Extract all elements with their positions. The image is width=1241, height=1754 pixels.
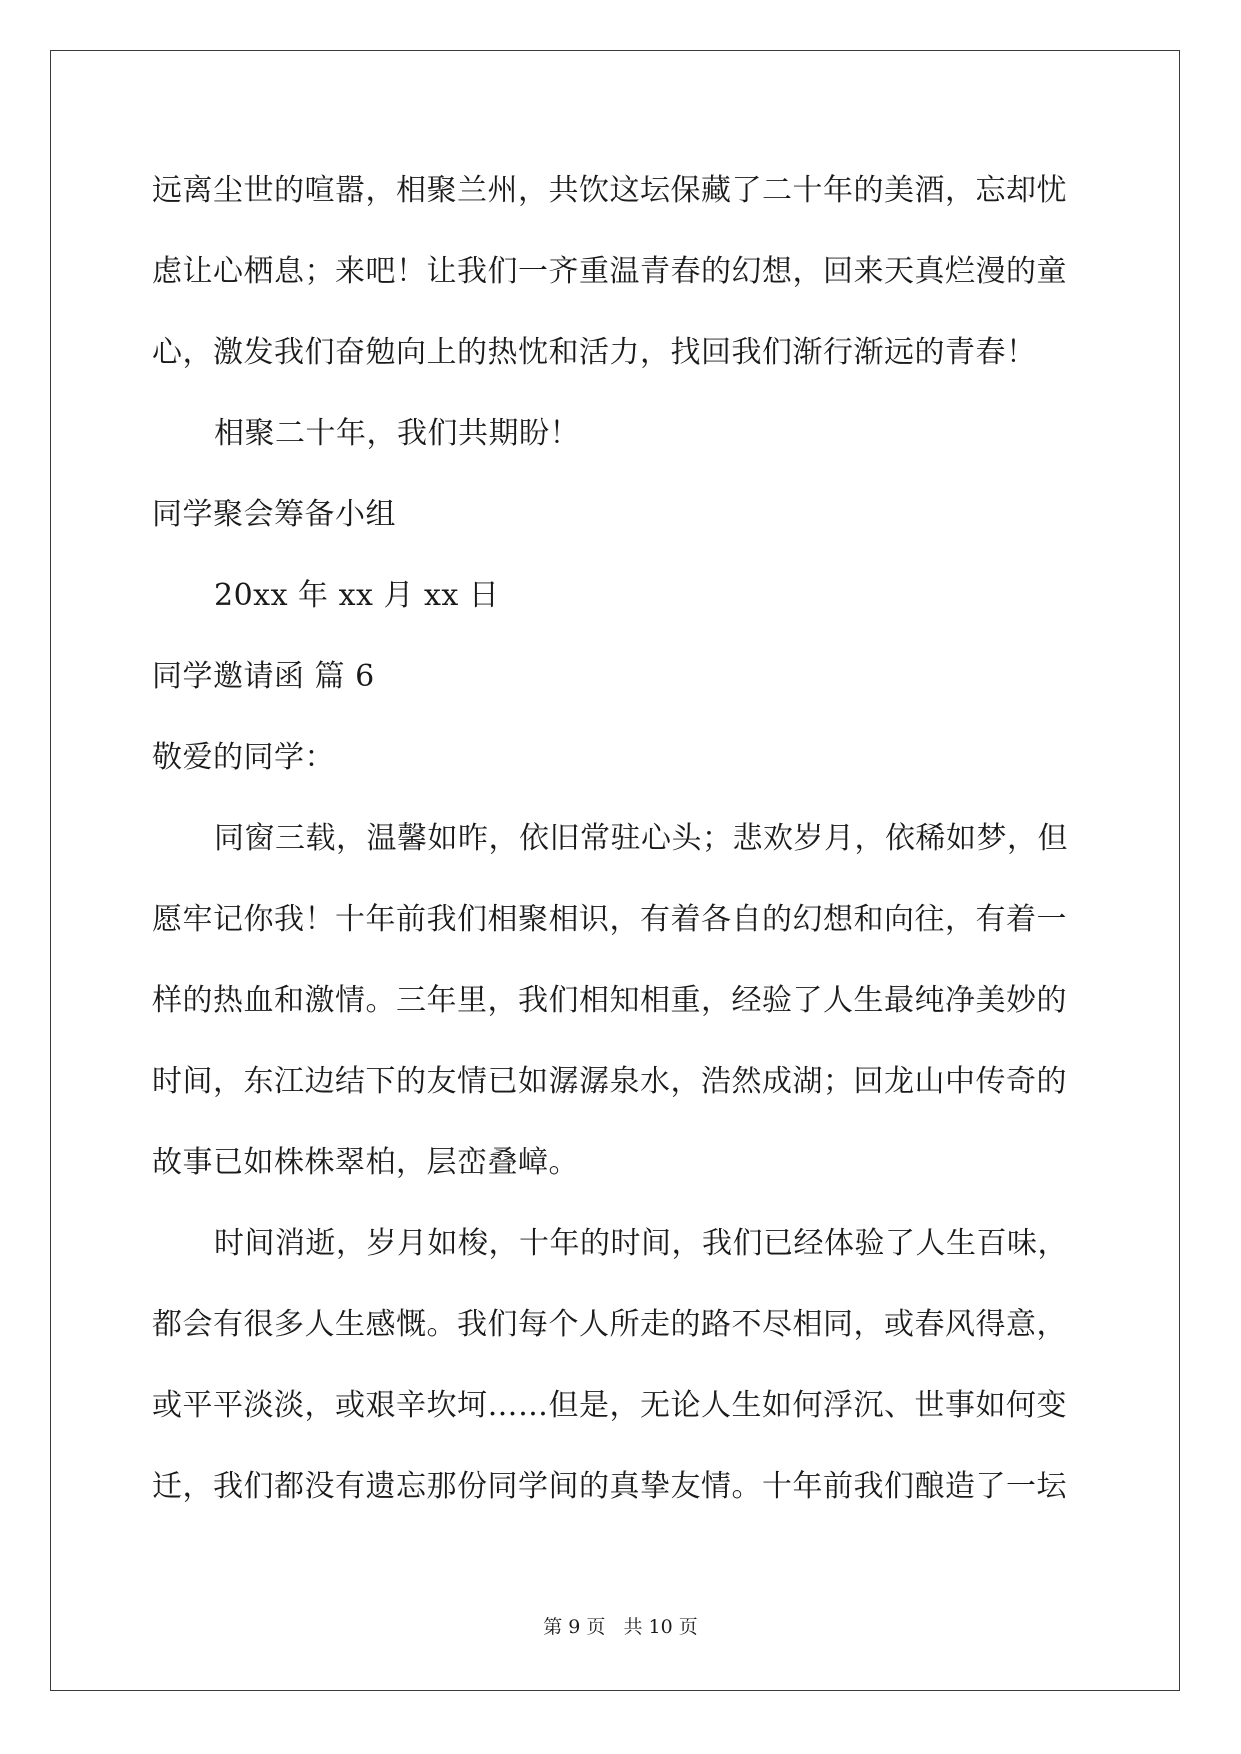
body-line: 都会有很多人生感慨。我们每个人所走的路不尽相同，或春风得意， bbox=[152, 1307, 1067, 1342]
body-line: 或平平淡淡，或艰辛坎坷……但是，无论人生如何浮沉、世事如何变 bbox=[152, 1388, 1067, 1423]
document-body bbox=[152, 150, 1082, 1527]
body-line: 时间，东江边结下的友情已如潺潺泉水，浩然成湖；回龙山中传奇的 bbox=[152, 1064, 1067, 1099]
signature-date: 20xx 年 xx 月 xx 日 bbox=[214, 578, 500, 613]
body-line: 时间消逝，岁月如梭，十年的时间，我们已经体验了人生百味， bbox=[214, 1226, 1068, 1261]
body-line: 同窗三载，温馨如昨，依旧常驻心头；悲欢岁月，依稀如梦，但 bbox=[214, 821, 1068, 856]
closing-line: 相聚二十年，我们共期盼！ bbox=[214, 416, 580, 451]
signature-organizer: 同学聚会筹备小组 bbox=[152, 497, 396, 532]
body-line: 心，激发我们奋勉向上的热忱和活力，找回我们渐行渐远的青春！ bbox=[152, 335, 1037, 370]
body-line: 迁，我们都没有遗忘那份同学间的真挚友情。十年前我们酿造了一坛 bbox=[152, 1469, 1067, 1504]
body-line: 远离尘世的喧嚣，相聚兰州，共饮这坛保藏了二十年的美酒，忘却忧 bbox=[152, 173, 1067, 208]
page-number: 第 9 页 bbox=[543, 1616, 606, 1638]
page-footer bbox=[0, 1612, 1241, 1639]
body-line: 虑让心栖息；来吧！让我们一齐重温青春的幻想，回来天真烂漫的童 bbox=[152, 254, 1067, 289]
body-line: 样的热血和激情。三年里，我们相知相重，经验了人生最纯净美妙的 bbox=[152, 983, 1067, 1018]
section-heading: 同学邀请函 篇 6 bbox=[152, 659, 375, 694]
salutation: 敬爱的同学： bbox=[152, 740, 335, 775]
body-line: 故事已如株株翠柏，层峦叠嶂。 bbox=[152, 1145, 579, 1180]
body-line: 愿牢记你我！十年前我们相聚相识，有着各自的幻想和向往，有着一 bbox=[152, 902, 1067, 937]
page-total: 共 10 页 bbox=[623, 1616, 698, 1638]
